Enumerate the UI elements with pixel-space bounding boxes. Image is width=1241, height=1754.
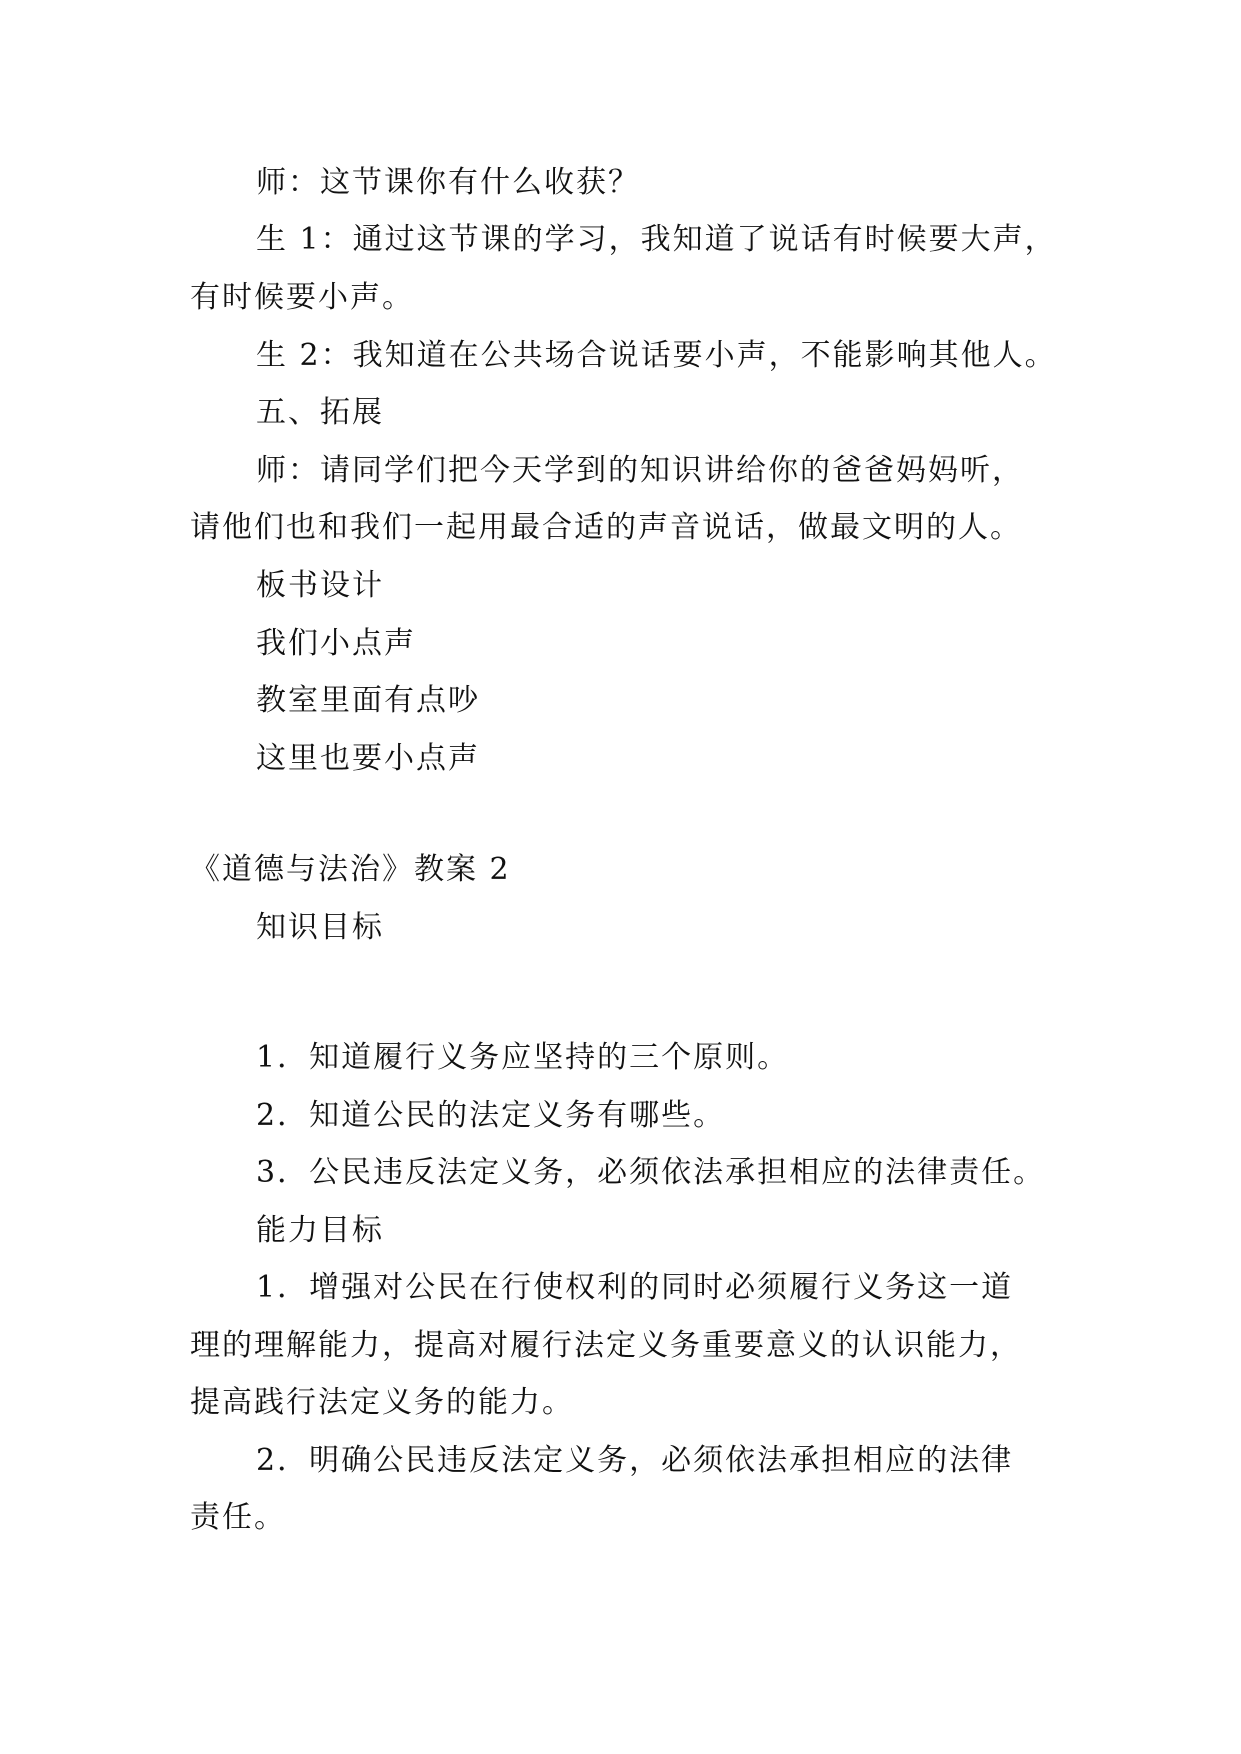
subheading: 知识目标 <box>256 910 384 945</box>
board-line: 教室里面有点吵 <box>256 683 480 718</box>
text-line: 请他们也和我们一起用最合适的声音说话，做最文明的人。 <box>190 510 1022 545</box>
text-line: 有时候要小声。 <box>190 280 414 315</box>
text-line: 理的理解能力，提高对履行法定义务重要意义的认识能力， <box>190 1328 1022 1363</box>
subheading: 板书设计 <box>256 568 384 603</box>
board-line: 这里也要小点声 <box>256 741 480 776</box>
document-title: 《道德与法治》教案 2 <box>190 852 511 887</box>
subheading: 能力目标 <box>256 1213 384 1248</box>
list-item: 3．公民违反法定义务，必须依法承担相应的法律责任。 <box>256 1155 1046 1190</box>
board-line: 我们小点声 <box>256 626 416 661</box>
text-line: 师：这节课你有什么收获？ <box>256 165 640 200</box>
section-heading: 五、拓展 <box>256 395 384 430</box>
text-line: 提高践行法定义务的能力。 <box>190 1385 574 1420</box>
text-line: 责任。 <box>190 1500 286 1535</box>
text-line: 师：请同学们把今天学到的知识讲给你的爸爸妈妈听， <box>256 453 1024 488</box>
list-item: 1．知道履行义务应坚持的三个原则。 <box>256 1040 790 1075</box>
text-line: 生 1：通过这节课的学习，我知道了说话有时候要大声， <box>256 222 1057 257</box>
list-item: 1．增强对公民在行使权利的同时必须履行义务这一道 <box>256 1270 1014 1305</box>
list-item: 2．知道公民的法定义务有哪些。 <box>256 1098 726 1133</box>
list-item: 2．明确公民违反法定义务，必须依法承担相应的法律 <box>256 1443 1014 1478</box>
text-line: 生 2：我知道在公共场合说话要小声，不能影响其他人。 <box>256 338 1057 373</box>
